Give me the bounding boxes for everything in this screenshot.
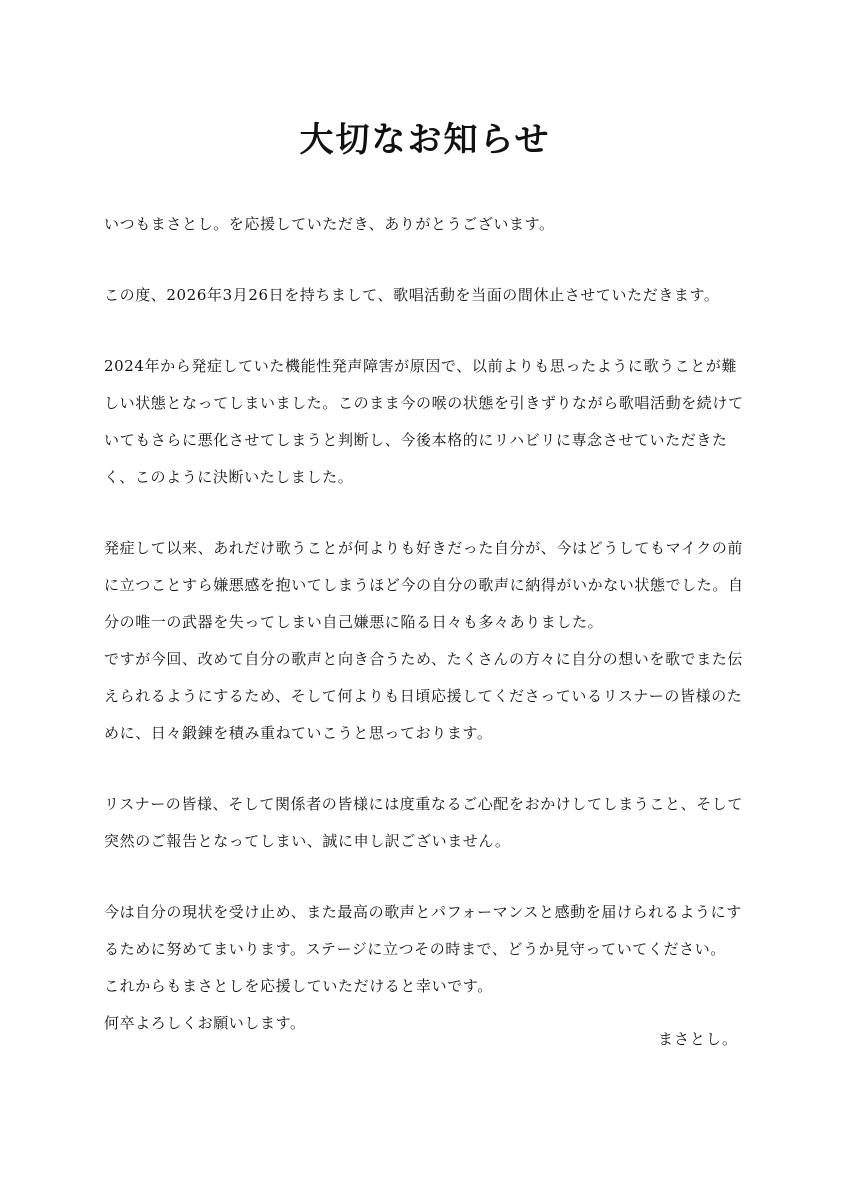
text-line: 2024年から発症していた機能性発声障害が原因で、以前よりも思ったように歌うことが難 (104, 357, 738, 375)
text-line: しい状態となってしまいました。このまま今の喉の状態を引きずりながら歌唱活動を続けて (104, 394, 744, 412)
paragraph (104, 348, 750, 496)
paragraph (104, 206, 750, 243)
text-line: この度、2026年3月26日を持ちまして、歌唱活動を当面の間休止させていただきます。 (104, 286, 720, 304)
text-line: リスナーの皆様、そして関係者の皆様には度重なるご心配をおかけしてしまうこと、そして (104, 795, 744, 813)
text-line: るために努めてまいります。ステージに立つその時まで、どうか見守っていてください。 (104, 940, 726, 958)
text-line: これからもまさとしを応援していただけると幸いです。 (104, 977, 493, 995)
text-line: 発症して以来、あれだけ歌うことが何よりも好きだった自分が、今はどうしてもマイクの前 (104, 539, 744, 557)
text-line: く、このように決断いたしました。 (104, 468, 354, 486)
text-line: めに、日々鍛錬を積み重ねていこうと思っております。 (104, 724, 493, 742)
text-line: いてもさらに悪化させてしまうと判断し、今後本格的にリハビリに専念させていただきた (104, 431, 728, 449)
text-line: 何卒よろしくお願いします。 (104, 1014, 306, 1032)
paragraph (104, 894, 750, 1042)
text-line: に立つことすら嫌悪感を抱いてしまうほど今の自分の歌声に納得がいかない状態でした。自 (104, 576, 744, 594)
text-line: ですが今回、改めて自分の歌声と向き合うため、たくさんの方々に自分の想いを歌でまた伝 (104, 650, 744, 668)
page-title: 大切なお知らせ (299, 120, 551, 160)
announcement-body (104, 206, 750, 1076)
paragraph (104, 786, 750, 860)
text-line: えられるようにするため、そして何よりも日頃応援してくださっているリスナーの皆様のた (104, 687, 743, 705)
text-line: 分の唯一の武器を失ってしまい自己嫌悪に陥る日々も多々ありました。 (104, 613, 604, 631)
paragraph (104, 277, 750, 314)
signature: まさとし。 (657, 1030, 738, 1048)
text-line: 突然のご報告となってしまい、誠に申し訳ございません。 (104, 832, 511, 850)
text-line: いつもまさとし。を応援していただき、ありがとうございます。 (104, 215, 555, 233)
text-line: 今は自分の現状を受け止め、また最高の歌声とパフォーマンスと感動を届けられるようにす (104, 903, 742, 921)
paragraph (104, 530, 750, 752)
